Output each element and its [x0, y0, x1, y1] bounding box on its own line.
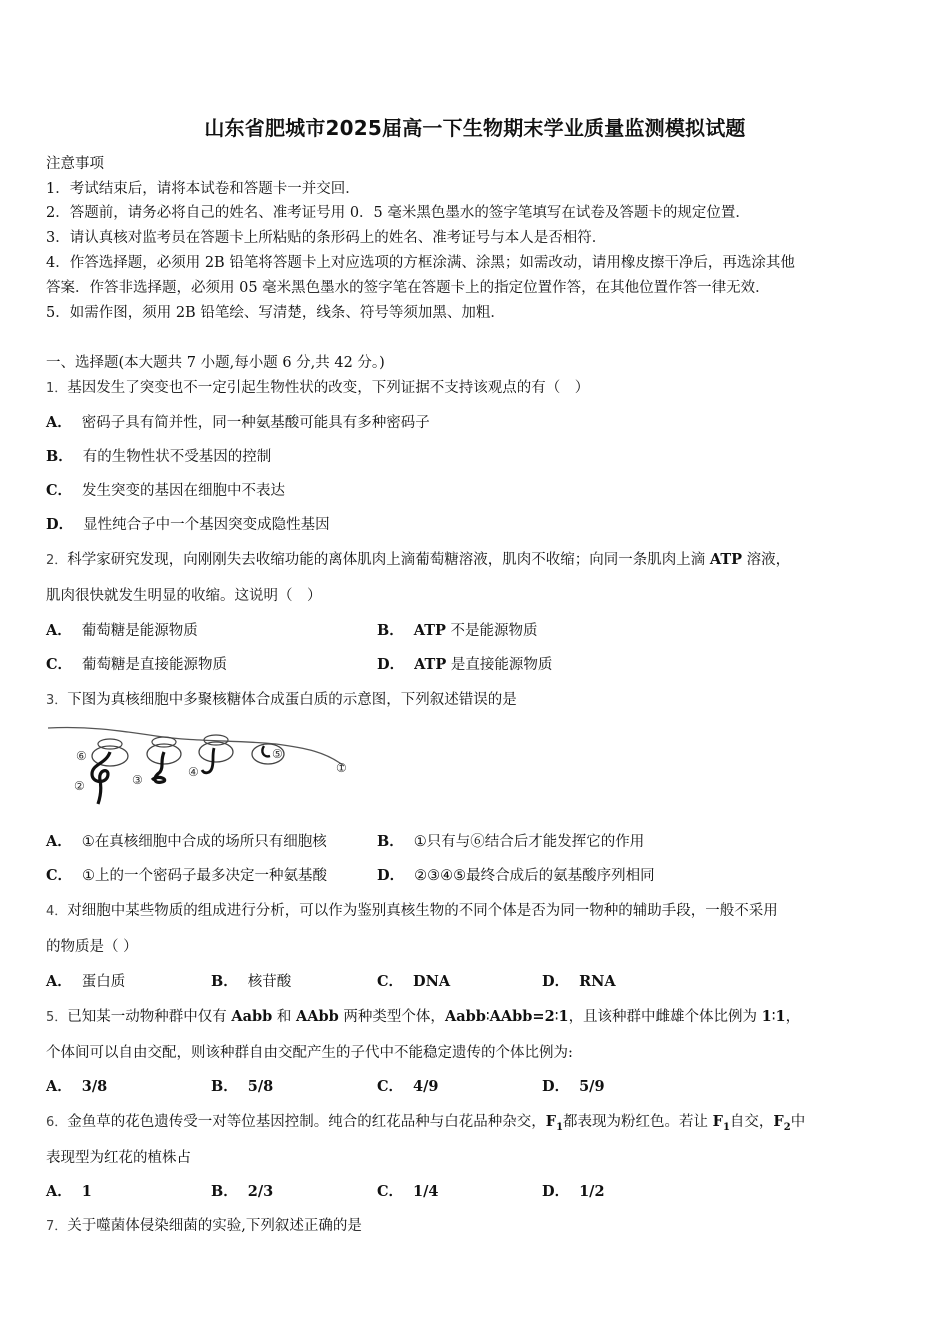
q6-option-a: A． 1: [46, 1183, 92, 1200]
question-number: 1．: [46, 381, 68, 396]
notice-item: 答案．作答非选择题，必须用 05 毫米黑色墨水的签字笔在答题卡上的指定位置作答，在其他位置作答一律无效．: [46, 280, 770, 296]
peptide-chain: [92, 752, 110, 804]
question-7: 7．关于噬菌体侵染细菌的实验,下列叙述正确的是: [46, 1218, 362, 1234]
q3-option-b: B． ①只有与⑥结合后才能发挥它的作用: [377, 833, 645, 850]
question-number: 4．: [46, 904, 68, 919]
notice-item: 2．答题前，请务必将自己的姓名、准考证号用 0．5 毫米黑色墨水的签字笔填写在试卷及答题卡的规定位置．: [46, 205, 750, 221]
q4-option-b: B． 核苷酸: [211, 973, 292, 990]
question-3: 3．下图为真核细胞中多聚核糖体合成蛋白质的示意图，下列叙述错误的是: [46, 692, 517, 708]
notice-item: 5．如需作图，须用 2B 铅笔绘、写清楚，线条、符号等须加黑、加粗．: [46, 305, 505, 321]
q6-option-b: B． 2/3: [211, 1183, 274, 1200]
question-number: 6．: [46, 1115, 68, 1130]
question-6: 6．金鱼草的花色遗传受一对等位基因控制。纯合的红花品种与白花品种杂交，$F_1$都表现为粉红色。若让 $F_1$自交，$F_2$中: [46, 1113, 806, 1133]
question-number: 2．: [46, 553, 68, 568]
q2-option-b: B． ATP 不是能源物质: [377, 622, 538, 639]
q1-option-a: A． 密码子具有简并性，同一种氨基酸可能具有多种密码子: [46, 414, 430, 431]
q1-option-c: C． 发生突变的基因在细胞中不表达: [46, 482, 286, 499]
q2-option-c: C． 葡萄糖是直接能源物质: [46, 656, 228, 673]
page-title: 山东省肥城市2025届高一下生物期末学业质量监测模拟试题: [204, 116, 746, 140]
label-5: ⑤: [272, 747, 283, 761]
question-number: 5．: [46, 1010, 68, 1025]
q3-option-a: A． ①在真核细胞中合成的场所只有细胞核: [46, 833, 327, 850]
question-5: 5．已知某一动物种群中仅有 Aabb 和 AAbb 两种类型个体，Aabb∶AAbb=2∶1，且该种群中雌雄个体比例为 1∶1，: [46, 1008, 801, 1025]
q5-option-d: D． 5/9: [542, 1078, 605, 1095]
ribosome: [98, 739, 122, 749]
q2-option-a: A． 葡萄糖是能源物质: [46, 622, 198, 639]
question-2: 2．科学家研究发现，向刚刚失去收缩功能的离体肌肉上滴葡萄糖溶液，肌肉不收缩；向同一条肌肉上滴 ATP 溶液，: [46, 551, 791, 568]
notice-item: 1．考试结束后，请将本试卷和答题卡一并交回．: [46, 181, 360, 197]
label-4: ④: [188, 765, 199, 779]
q6-option-d: D． 1/2: [542, 1183, 605, 1200]
peptide-chain: [152, 752, 165, 782]
q5-option-c: C． 4/9: [377, 1078, 439, 1095]
q5-option-b: B． 5/8: [211, 1078, 274, 1095]
ribosome: [152, 737, 176, 747]
question-5-cont: 个体间可以自由交配，则该种群自由交配产生的子代中不能稳定遗传的个体比例为:: [46, 1045, 573, 1061]
q3-option-c: C． ①上的一个密码子最多决定一种氨基酸: [46, 867, 328, 884]
question-number: 3．: [46, 693, 68, 708]
question-1: [46, 376, 589, 397]
label-3: ③: [132, 773, 143, 787]
label-6: ⑥: [76, 749, 87, 763]
question-number: 7．: [46, 1219, 68, 1234]
q4-option-d: D． RNA: [542, 973, 616, 990]
q1-option-b: B． 有的生物性状不受基因的控制: [46, 448, 272, 465]
notice-item: 4．作答选择题，必须用 2B 铅笔将答题卡上对应选项的方框涂满、涂黑；如需改动，请用橡皮擦干净后，再选涂其他: [46, 255, 795, 271]
q4-option-a: A． 蛋白质: [46, 973, 126, 990]
question-4-cont: 的物质是（ ）: [46, 939, 138, 955]
q4-option-c: C． DNA: [377, 973, 451, 990]
q2-option-d: D． ATP 是直接能源物质: [377, 656, 553, 673]
question-4: 4．对细胞中某些物质的组成进行分析，可以作为鉴别真核生物的不同个体是否为同一物种的辅助手段，一般不采用: [46, 903, 778, 919]
q1-option-d: D． 显性纯合子中一个基因突变成隐性基因: [46, 516, 330, 533]
peptide-chain: [262, 746, 270, 756]
q3-option-d: D． ②③④⑤最终合成后的氨基酸序列相同: [377, 867, 655, 884]
section-heading: 一、选择题(本大题共 7 小题,每小题 6 分,共 42 分。): [46, 355, 385, 371]
label-1: ①: [336, 761, 347, 775]
q5-option-a: A． 3/8: [46, 1078, 108, 1095]
question-6-cont: 表现型为红花的植株占: [46, 1150, 191, 1166]
mrna-strand: [48, 727, 344, 766]
q6-option-c: C． 1/4: [377, 1183, 439, 1200]
question-text: 基因发生了突变也不一定引起生物性状的改变，下列证据不支持该观点的有（ ）: [67, 380, 590, 396]
notice-heading: 注意事项: [46, 156, 104, 172]
label-2: ②: [74, 779, 85, 793]
polyribosome-figure: [46, 722, 356, 810]
question-2-cont: 肌肉很快就发生明显的收缩。这说明（ ）: [46, 588, 322, 604]
notice-item: 3．请认真核对监考员在答题卡上所粘贴的条形码上的姓名、准考证号与本人是否相符．: [46, 230, 607, 246]
